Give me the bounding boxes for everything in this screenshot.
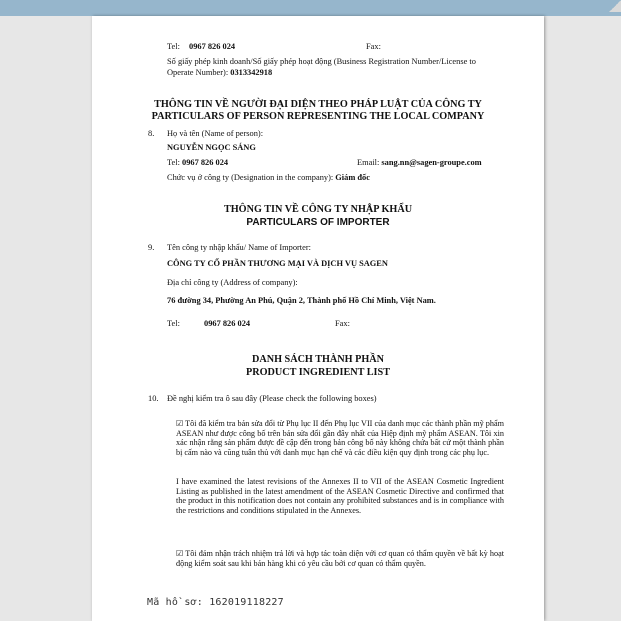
person-name-value: NGUYỄN NGỌC SÁNG xyxy=(167,143,256,152)
dossier-code-overlay: Mã hồ sơ: 162019118227 xyxy=(147,597,284,608)
person-email-label: Email: xyxy=(357,158,382,167)
tel-label: Tel: xyxy=(167,42,180,51)
fax-label: Fax: xyxy=(366,42,381,51)
importer-address-label: Địa chỉ công ty (Address of company): xyxy=(167,278,298,287)
checkbox-instruction: Đề nghị kiểm tra ô sau đây (Please check the following boxes) xyxy=(167,394,377,403)
registration-number: 0313342918 xyxy=(230,68,273,77)
person-name-label: Họ và tên (Name of person): xyxy=(167,129,264,138)
importer-title-vi: THÔNG TIN VỀ CÔNG TY NHẬP KHẨU xyxy=(223,204,413,215)
item-number-8: 8. xyxy=(148,129,155,138)
importer-address-value: 76 đường 34, Phường An Phú, Quận 2, Thành phố Hồ Chí Minh, Việt Nam. xyxy=(167,296,436,305)
declaration-vi-paragraph xyxy=(176,419,504,457)
registration-line-2 xyxy=(167,68,272,78)
person-tel-label: Tel: xyxy=(167,158,182,167)
ingredients-title-vi: DANH SÁCH THÀNH PHẦN xyxy=(252,354,384,365)
declaration-en-paragraph: I have examined the latest revisions of the Annexes II to VII of the ASEAN Cosmetic Ingredient Listing as published in the latest amendment of the ASEAN Cosmetic Directive and confirmed that the product in this notification does not contain any prohibited substances and is in compliance with the restrictions and conditions stipulated in the Annexes. xyxy=(176,477,504,515)
responsibility-text: Tôi đảm nhận trách nhiệm trả lời và hợp tác toàn diện với cơ quan có thẩm quyền về bất kỳ hoạt động kiểm soát sau khi bán hàng khi có yêu cầu bởi cơ quan có thẩm quyền. xyxy=(176,549,504,568)
person-designation-label: Chức vụ ở công ty (Designation in the company): xyxy=(167,173,336,182)
person-email-line xyxy=(357,158,482,168)
page-corner-fold xyxy=(609,0,621,12)
viewer-title-bar xyxy=(0,0,621,16)
tel-line xyxy=(167,42,235,52)
importer-title-en: PARTICULARS OF IMPORTER xyxy=(246,217,390,228)
person-email-value: sang.nn@sagen-groupe.com xyxy=(381,158,482,167)
person-designation-value: Giám đốc xyxy=(335,173,370,182)
item-number-9: 9. xyxy=(148,243,155,252)
checked-box-icon[interactable]: ☑ xyxy=(176,549,184,558)
person-tel-line xyxy=(167,158,228,168)
document-page xyxy=(92,16,544,621)
declaration-vi-text: Tôi đã kiểm tra bản sửa đổi từ Phụ lục II đến Phụ lục VII của danh mục các thành phần mỹ phẩm ASEAN như được công bố trên bản sửa đổi gần đây nhất của Hiệp định mỹ phẩm ASEAN. Tôi xin xác nhận rằng sản phẩm được đề cập đến trong bản công bố này không chứa bất cứ một thành phần bị cấm nào và cũng tuân thủ với danh mục hạn chế và các điều kiện quy định trong các phụ lục. xyxy=(176,419,504,457)
importer-tel-value: 0967 826 024 xyxy=(204,319,251,328)
importer-tel-label: Tel: xyxy=(167,319,180,328)
legal-rep-title-vi: THÔNG TIN VỀ NGƯỜI ĐẠI DIỆN THEO PHÁP LUẬT CỦA CÔNG TY xyxy=(154,99,482,110)
importer-name-value: CÔNG TY CỔ PHẦN THƯƠNG MẠI VÀ DỊCH VỤ SAGEN xyxy=(167,259,388,268)
importer-fax-label: Fax: xyxy=(335,319,350,328)
person-designation-line xyxy=(167,173,370,183)
registration-line-1: Số giấy phép kinh doanh/Số giấy phép hoạt động (Business Registration Number/License to xyxy=(167,57,476,66)
person-tel-value: 0967 826 024 xyxy=(182,158,229,167)
checked-box-icon[interactable]: ☑ xyxy=(176,419,184,428)
tel-value: 0967 826 024 xyxy=(189,42,236,51)
importer-name-label: Tên công ty nhập khẩu/ Name of Importer: xyxy=(167,243,311,252)
legal-rep-title-en: PARTICULARS OF PERSON REPRESENTING THE LOCAL COMPANY xyxy=(151,111,485,122)
ingredients-title-en: PRODUCT INGREDIENT LIST xyxy=(246,367,390,378)
responsibility-paragraph xyxy=(176,549,504,568)
registration-label: Operate Number): xyxy=(167,68,231,77)
item-number-10: 10. xyxy=(148,394,159,403)
